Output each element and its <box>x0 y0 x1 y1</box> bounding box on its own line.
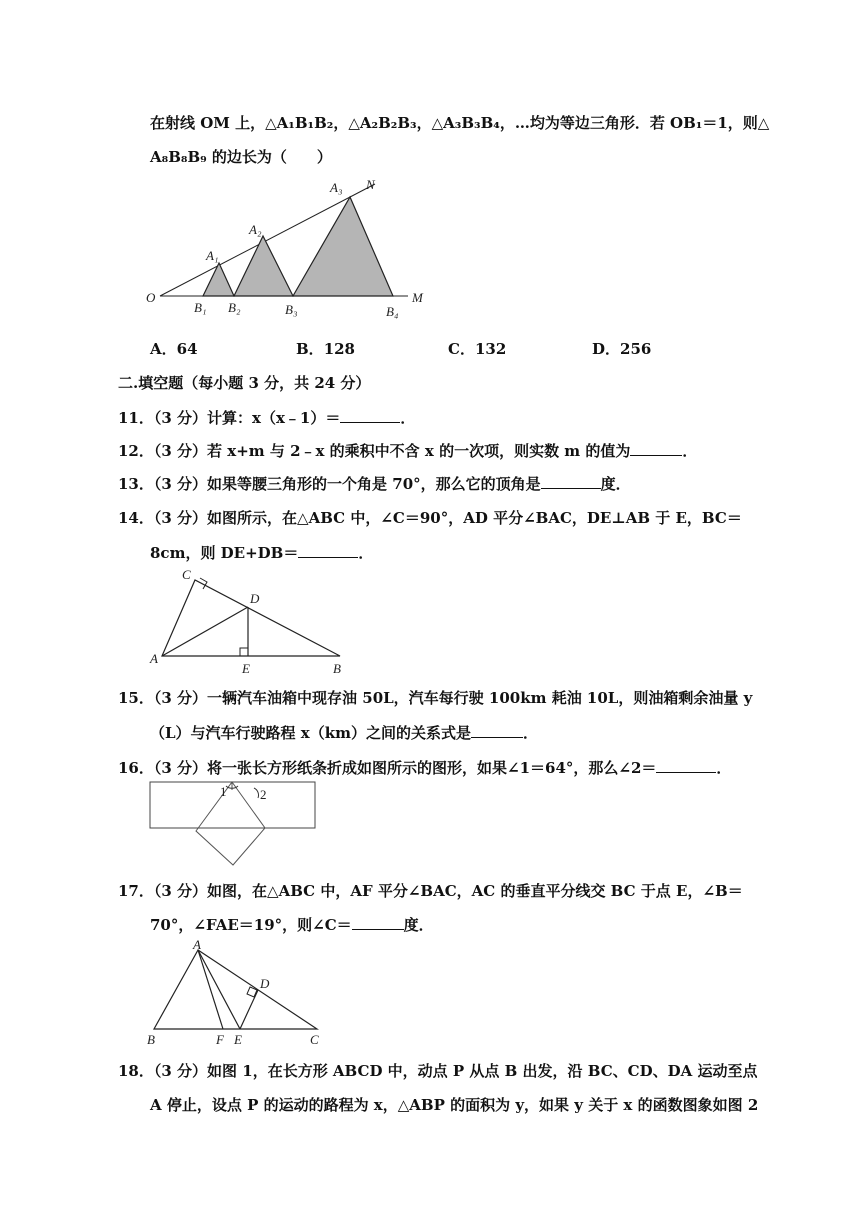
label-N: N <box>366 177 375 192</box>
triangle-A3B3B4 <box>293 197 393 296</box>
q14-line1: 14．（3 分）如图所示，在△ABC 中，∠C＝90°，AD 平分∠BAC，DE⊥AB 于 E，BC＝ <box>118 509 742 527</box>
q15-answer-blank <box>471 723 523 738</box>
q11-answer-blank <box>340 408 400 423</box>
label-B2: B₂ <box>228 300 241 315</box>
option-d: D．256 <box>592 340 652 358</box>
q17-line2: 70°，∠FAE＝19°，则∠C＝ 度． <box>150 916 434 934</box>
label-D: D <box>250 591 260 606</box>
angle-2-label: 2 <box>260 787 267 802</box>
q13: 13．（3 分）如果等腰三角形的一个角是 70°，那么它的顶角是 度． <box>118 475 631 493</box>
q14-line2: 8cm，则 DE+DB＝ ． <box>150 544 374 562</box>
label-A: A <box>150 651 158 666</box>
folded-part <box>196 782 265 865</box>
option-b: B．128 <box>296 340 355 358</box>
label-C: C <box>182 567 191 582</box>
q17-line1: 17．（3 分）如图，在△ABC 中，AF 平分∠BAC，AC 的垂直平分线交 BC 于点 E，∠B＝ <box>118 882 743 900</box>
label-F: F <box>216 1032 224 1047</box>
label-A3: A₃ <box>330 180 343 195</box>
right-angle-E <box>240 648 248 656</box>
q15-line2: （L）与汽车行驶路程 x（km）之间的关系式是 ． <box>150 724 538 742</box>
q14-answer-blank <box>298 543 358 558</box>
label-E: E <box>242 661 250 676</box>
label-A1: A₁ <box>206 248 219 263</box>
q18-line2: A 停止，设点 P 的运动的路程为 x，△ABP 的面积为 y，如果 y 关于 x 的函数图象如图 2 <box>150 1096 759 1114</box>
q10-line1: 在射线 OM 上，△A₁B₁B₂，△A₂B₂B₃，△A₃B₃B₄，…均为等边三角形．若 OB₁＝1，则△ <box>150 114 770 132</box>
q14-figure <box>140 565 360 680</box>
triangle-ABC <box>154 950 317 1029</box>
label-E: E <box>234 1032 242 1047</box>
label-C: C <box>310 1032 319 1047</box>
q11: 11．（3 分）计算：x（x﹣1）＝ ． <box>118 409 416 427</box>
label-B3: B₃ <box>285 302 298 317</box>
label-D: D <box>260 976 270 991</box>
label-A: A <box>193 937 201 952</box>
q10-line2: A₈B₈B₉ 的边长为（ ） <box>150 148 332 166</box>
label-B: B <box>147 1032 155 1047</box>
label-B1: B₁ <box>194 300 207 315</box>
triangle-A2B2B3 <box>234 236 293 296</box>
label-M: M <box>412 290 423 305</box>
q16-figure <box>140 778 330 873</box>
q16: 16．（3 分）将一张长方形纸条折成如图所示的图形，如果∠1＝64°，那么∠2＝ ． <box>118 759 732 777</box>
q13-answer-blank <box>541 474 601 489</box>
q18-line1: 18．（3 分）如图 1，在长方形 ABCD 中，动点 P 从点 B 出发，沿 BC、CD、DA 运动至点 <box>118 1062 758 1080</box>
label-A2: A₂ <box>249 222 262 237</box>
q12-answer-blank <box>630 441 682 456</box>
section-title: 二.填空题（每小题 3 分，共 24 分） <box>118 374 371 392</box>
option-c: C．132 <box>448 340 507 358</box>
segment-AD <box>162 607 248 656</box>
q10-figure <box>140 172 440 322</box>
option-a: A．64 <box>150 340 198 358</box>
triangle-A1B1B2 <box>203 263 234 296</box>
q17-answer-blank <box>352 915 404 930</box>
label-O: O <box>146 290 156 305</box>
q17-figure <box>140 938 340 1048</box>
q12: 12．（3 分）若 x+m 与 2﹣x 的乘积中不含 x 的一次项，则实数 m 的值为 ． <box>118 442 698 460</box>
label-B4: B₄ <box>386 304 399 319</box>
q15-line1: 15．（3 分）一辆汽车油箱中现存油 50L，汽车每行驶 100km 耗油 10L，则油箱剩余油量 y <box>118 689 753 707</box>
q16-answer-blank <box>656 758 716 773</box>
angle-1-label: 1 <box>220 784 227 799</box>
label-B: B <box>333 661 341 676</box>
segment-DE <box>240 990 258 1029</box>
